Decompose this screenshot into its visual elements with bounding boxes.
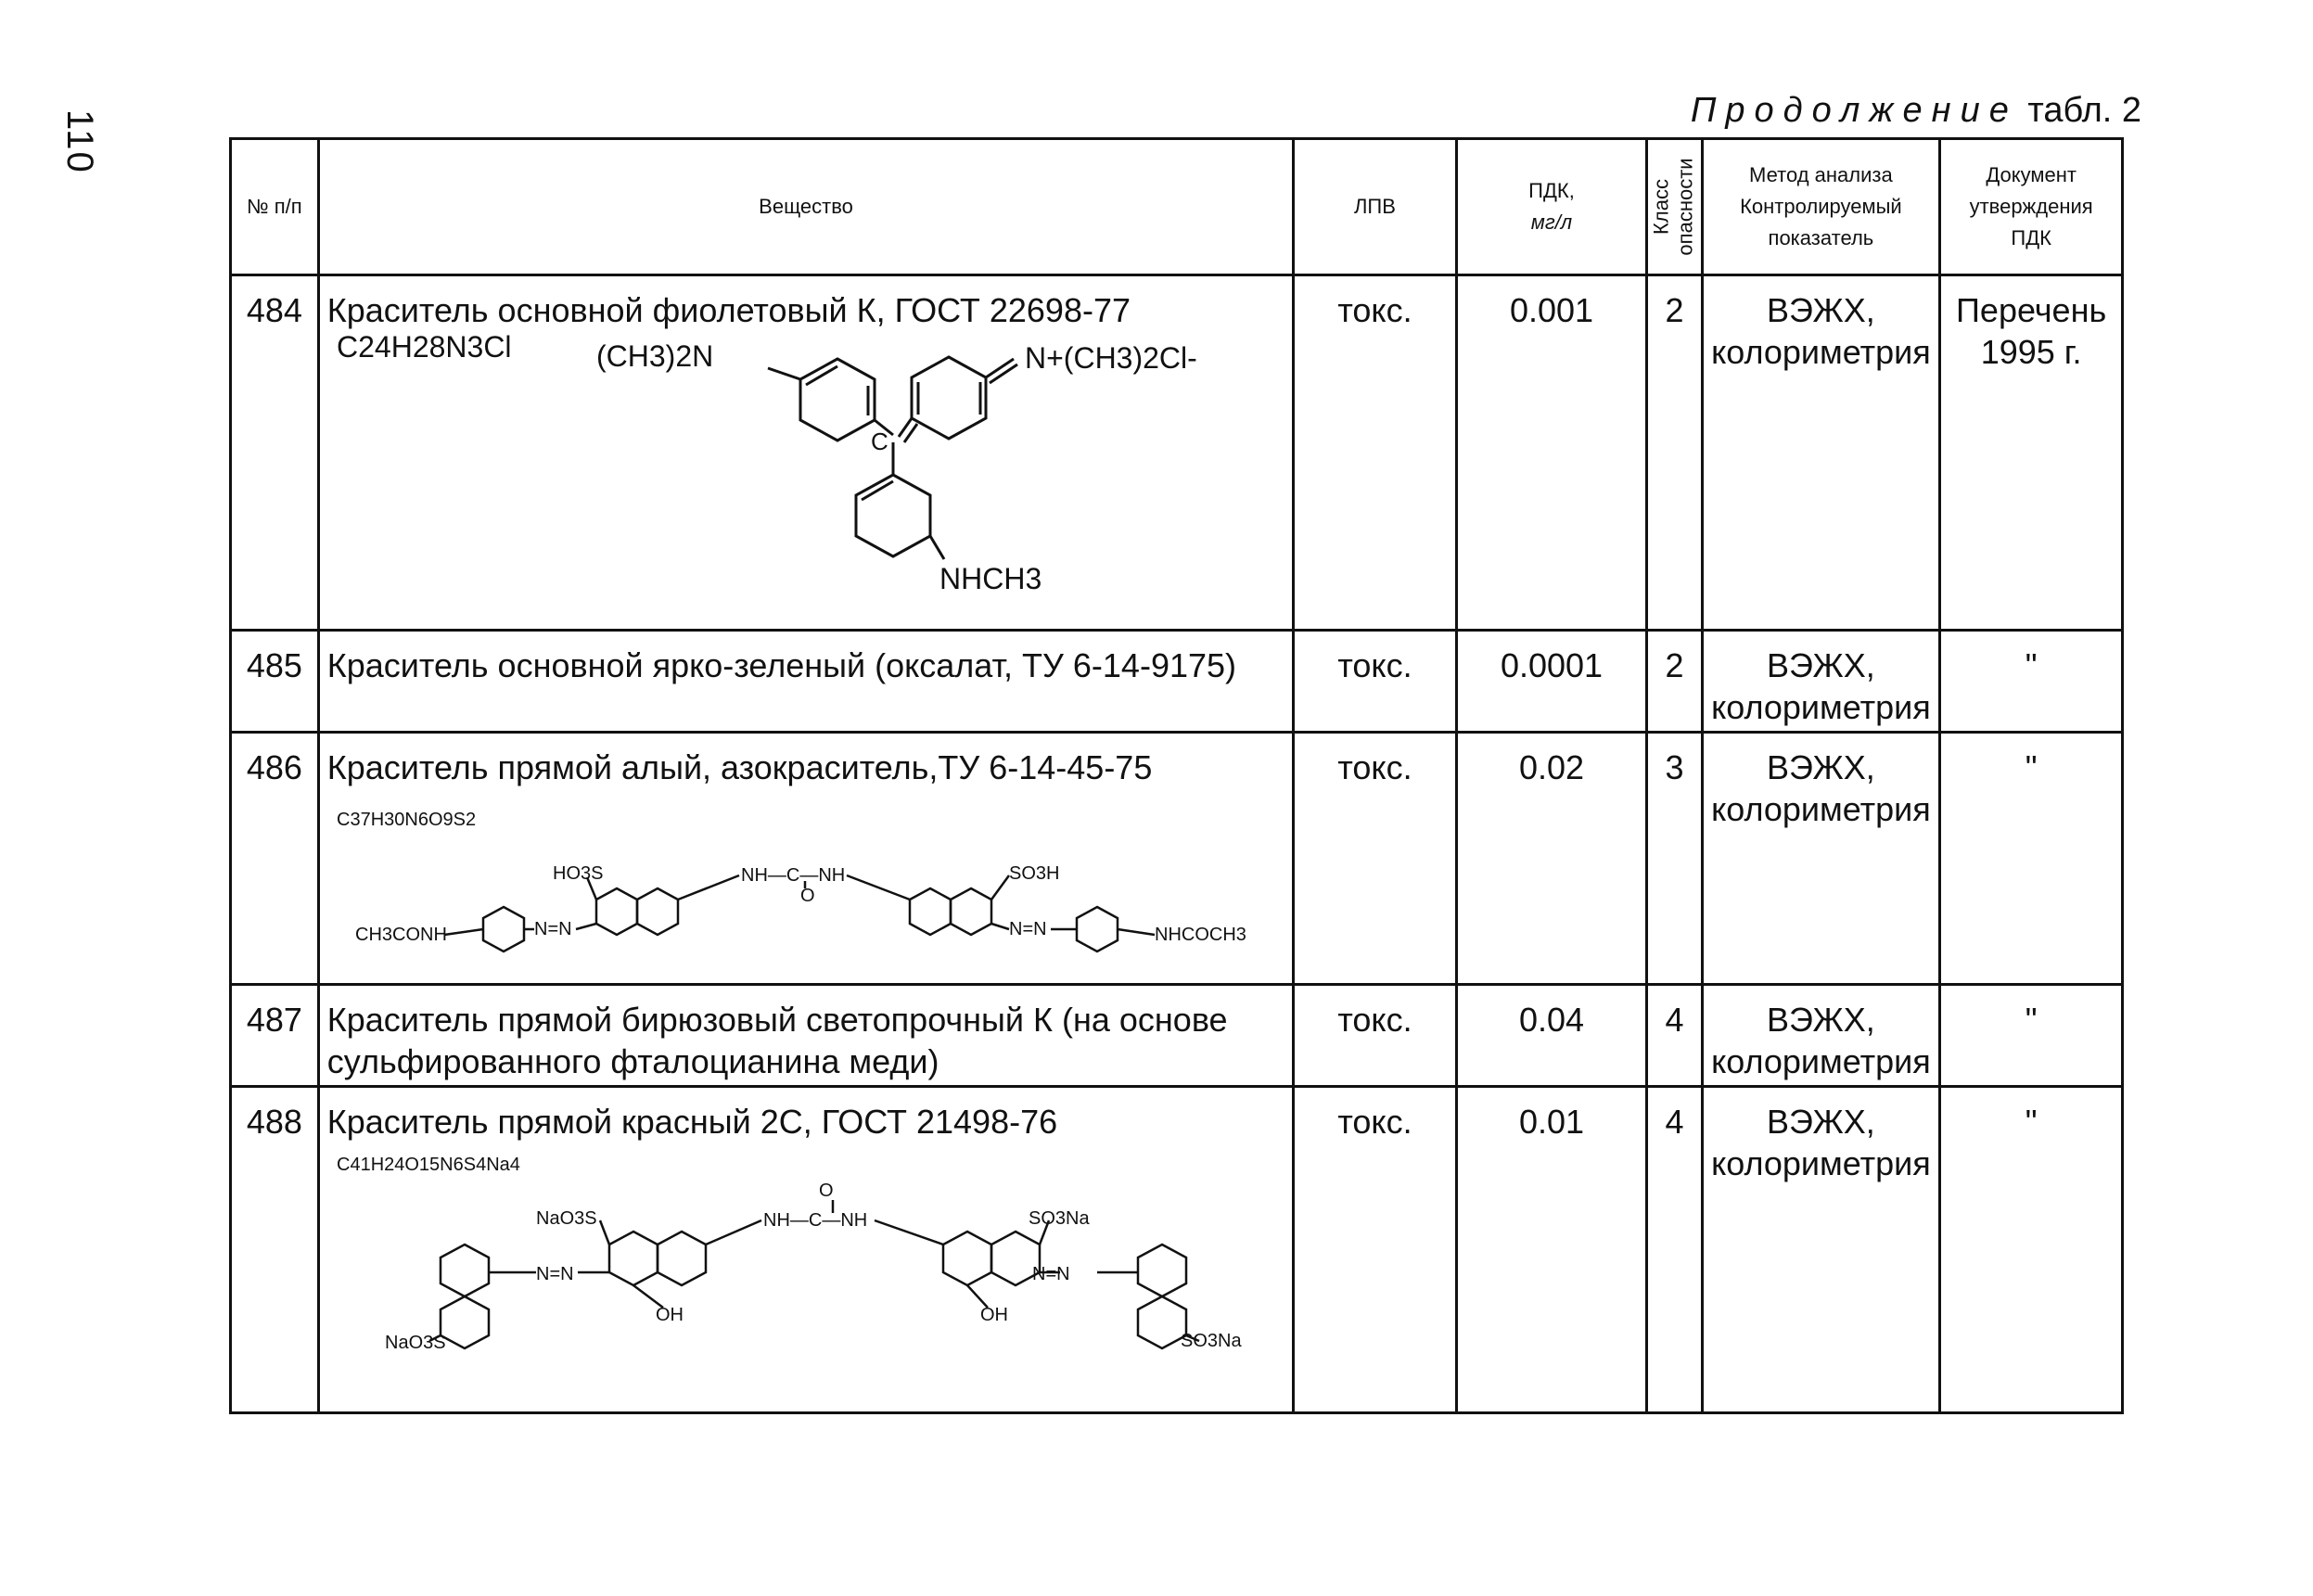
header-substance: Вещество — [318, 139, 1294, 275]
pdk-cell: 0.02 — [1456, 733, 1647, 985]
document-cell: " — [1940, 631, 2123, 733]
molecular-formula: C41H24O15N6S4Na4 — [336, 1155, 520, 1175]
substance-cell — [318, 275, 1294, 631]
row-number: 486 — [231, 733, 319, 985]
table-header-row — [231, 139, 2123, 275]
structure-label: (CH3)2N — [595, 339, 713, 373]
table-row — [231, 1087, 2123, 1413]
structure-488 — [327, 1143, 1264, 1393]
structure-label: O — [818, 1181, 834, 1201]
substance-cell — [318, 1087, 1294, 1413]
method-cell: ВЭЖХ, колориметрия — [1702, 631, 1940, 733]
document-cell: " — [1940, 733, 2123, 985]
structure-label: N=N — [533, 919, 572, 939]
structure-label: HO3S — [552, 863, 604, 884]
molecular-formula: C24H28N3Cl — [336, 331, 512, 364]
lpv-cell: токс. — [1294, 631, 1456, 733]
substance-name: Краситель основной ярко-зеленый (оксалат, ТУ 6-14-9175) — [326, 646, 1237, 684]
table-continuation-label: Продолжение табл. 2 — [1690, 91, 2141, 130]
pdk-cell: 0.04 — [1456, 985, 1647, 1087]
header-num: № п/п — [231, 139, 319, 275]
hazard-class-cell: 2 — [1647, 275, 1702, 631]
structure-label: SO3Na — [1028, 1208, 1090, 1229]
lpv-cell: токс. — [1294, 985, 1456, 1087]
header-lpv: ЛПВ — [1294, 139, 1456, 275]
structure-label: C — [870, 428, 888, 455]
pdk-cell: 0.001 — [1456, 275, 1647, 631]
method-cell: ВЭЖХ, колориметрия — [1702, 1087, 1940, 1413]
table-row — [231, 631, 2123, 733]
structure-486 — [327, 788, 1264, 964]
row-number: 484 — [231, 275, 319, 631]
header-method: Метод анализа Контролируемый показатель — [1702, 139, 1940, 275]
method-cell: ВЭЖХ, колориметрия — [1702, 275, 1940, 631]
structure-label: CH3CONH — [354, 925, 447, 945]
structure-label: NaO3S — [384, 1333, 446, 1353]
substance-name: Краситель прямой красный 2С, ГОСТ 21498-76 — [326, 1103, 1058, 1141]
hazard-class-cell: 3 — [1647, 733, 1702, 985]
row-number: 485 — [231, 631, 319, 733]
document-cell: " — [1940, 1087, 2123, 1413]
lpv-cell: токс. — [1294, 275, 1456, 631]
structure-label: OH — [979, 1305, 1008, 1325]
lpv-cell: токс. — [1294, 733, 1456, 985]
substance-name: Краситель прямой бирюзовый светопрочный К (на основе сульфированного фталоцианина меди) — [326, 1001, 1228, 1080]
hazard-class-cell: 2 — [1647, 631, 1702, 733]
table-row — [231, 985, 2123, 1087]
structure-label: N=N — [535, 1264, 574, 1284]
structure-label: O — [799, 886, 815, 906]
structure-label: NHCOCH3 — [1154, 925, 1246, 945]
structure-label: N+(CH3)2Cl- — [1024, 341, 1197, 375]
substance-name: Краситель прямой алый, азокраситель,ТУ 6-14-45-75 — [326, 748, 1153, 786]
substance-table — [229, 137, 2124, 1414]
structure-label: OH — [655, 1305, 684, 1325]
hazard-class-cell: 4 — [1647, 1087, 1702, 1413]
pdk-cell: 0.01 — [1456, 1087, 1647, 1413]
pdk-cell: 0.0001 — [1456, 631, 1647, 733]
header-hazard-class: Класс опасности — [1647, 139, 1702, 275]
table-row — [231, 733, 2123, 985]
structure-label: SO3Na — [1180, 1331, 1242, 1351]
header-document: Документ утверждения ПДК — [1940, 139, 2123, 275]
structure-label: NaO3S — [535, 1208, 597, 1229]
structure-484 — [327, 331, 1255, 591]
row-number: 487 — [231, 985, 319, 1087]
structure-label: NH—C—NH — [762, 1210, 867, 1231]
document-cell: " — [1940, 985, 2123, 1087]
method-cell: ВЭЖХ, колориметрия — [1702, 985, 1940, 1087]
substance-cell — [318, 631, 1294, 733]
structure-label: N=N — [1031, 1264, 1070, 1284]
header-pdk: ПДК, мг/л — [1456, 139, 1647, 275]
substance-cell — [318, 733, 1294, 985]
row-number: 488 — [231, 1087, 319, 1413]
structure-label: NHCH3 — [939, 562, 1041, 591]
hazard-class-cell: 4 — [1647, 985, 1702, 1087]
substance-cell — [318, 985, 1294, 1087]
page-number: 110 — [59, 109, 100, 174]
method-cell: ВЭЖХ, колориметрия — [1702, 733, 1940, 985]
structure-label: NH—C—NH — [740, 865, 845, 886]
molecular-formula: C37H30N6O9S2 — [336, 810, 476, 830]
lpv-cell: токс. — [1294, 1087, 1456, 1413]
structure-label: SO3H — [1008, 863, 1060, 884]
substance-name: Краситель основной фиолетовый К, ГОСТ 22698-77 — [326, 291, 1131, 329]
table-row — [231, 275, 2123, 631]
document-cell: Перечень 1995 г. — [1940, 275, 2123, 631]
structure-label: N=N — [1008, 919, 1047, 939]
